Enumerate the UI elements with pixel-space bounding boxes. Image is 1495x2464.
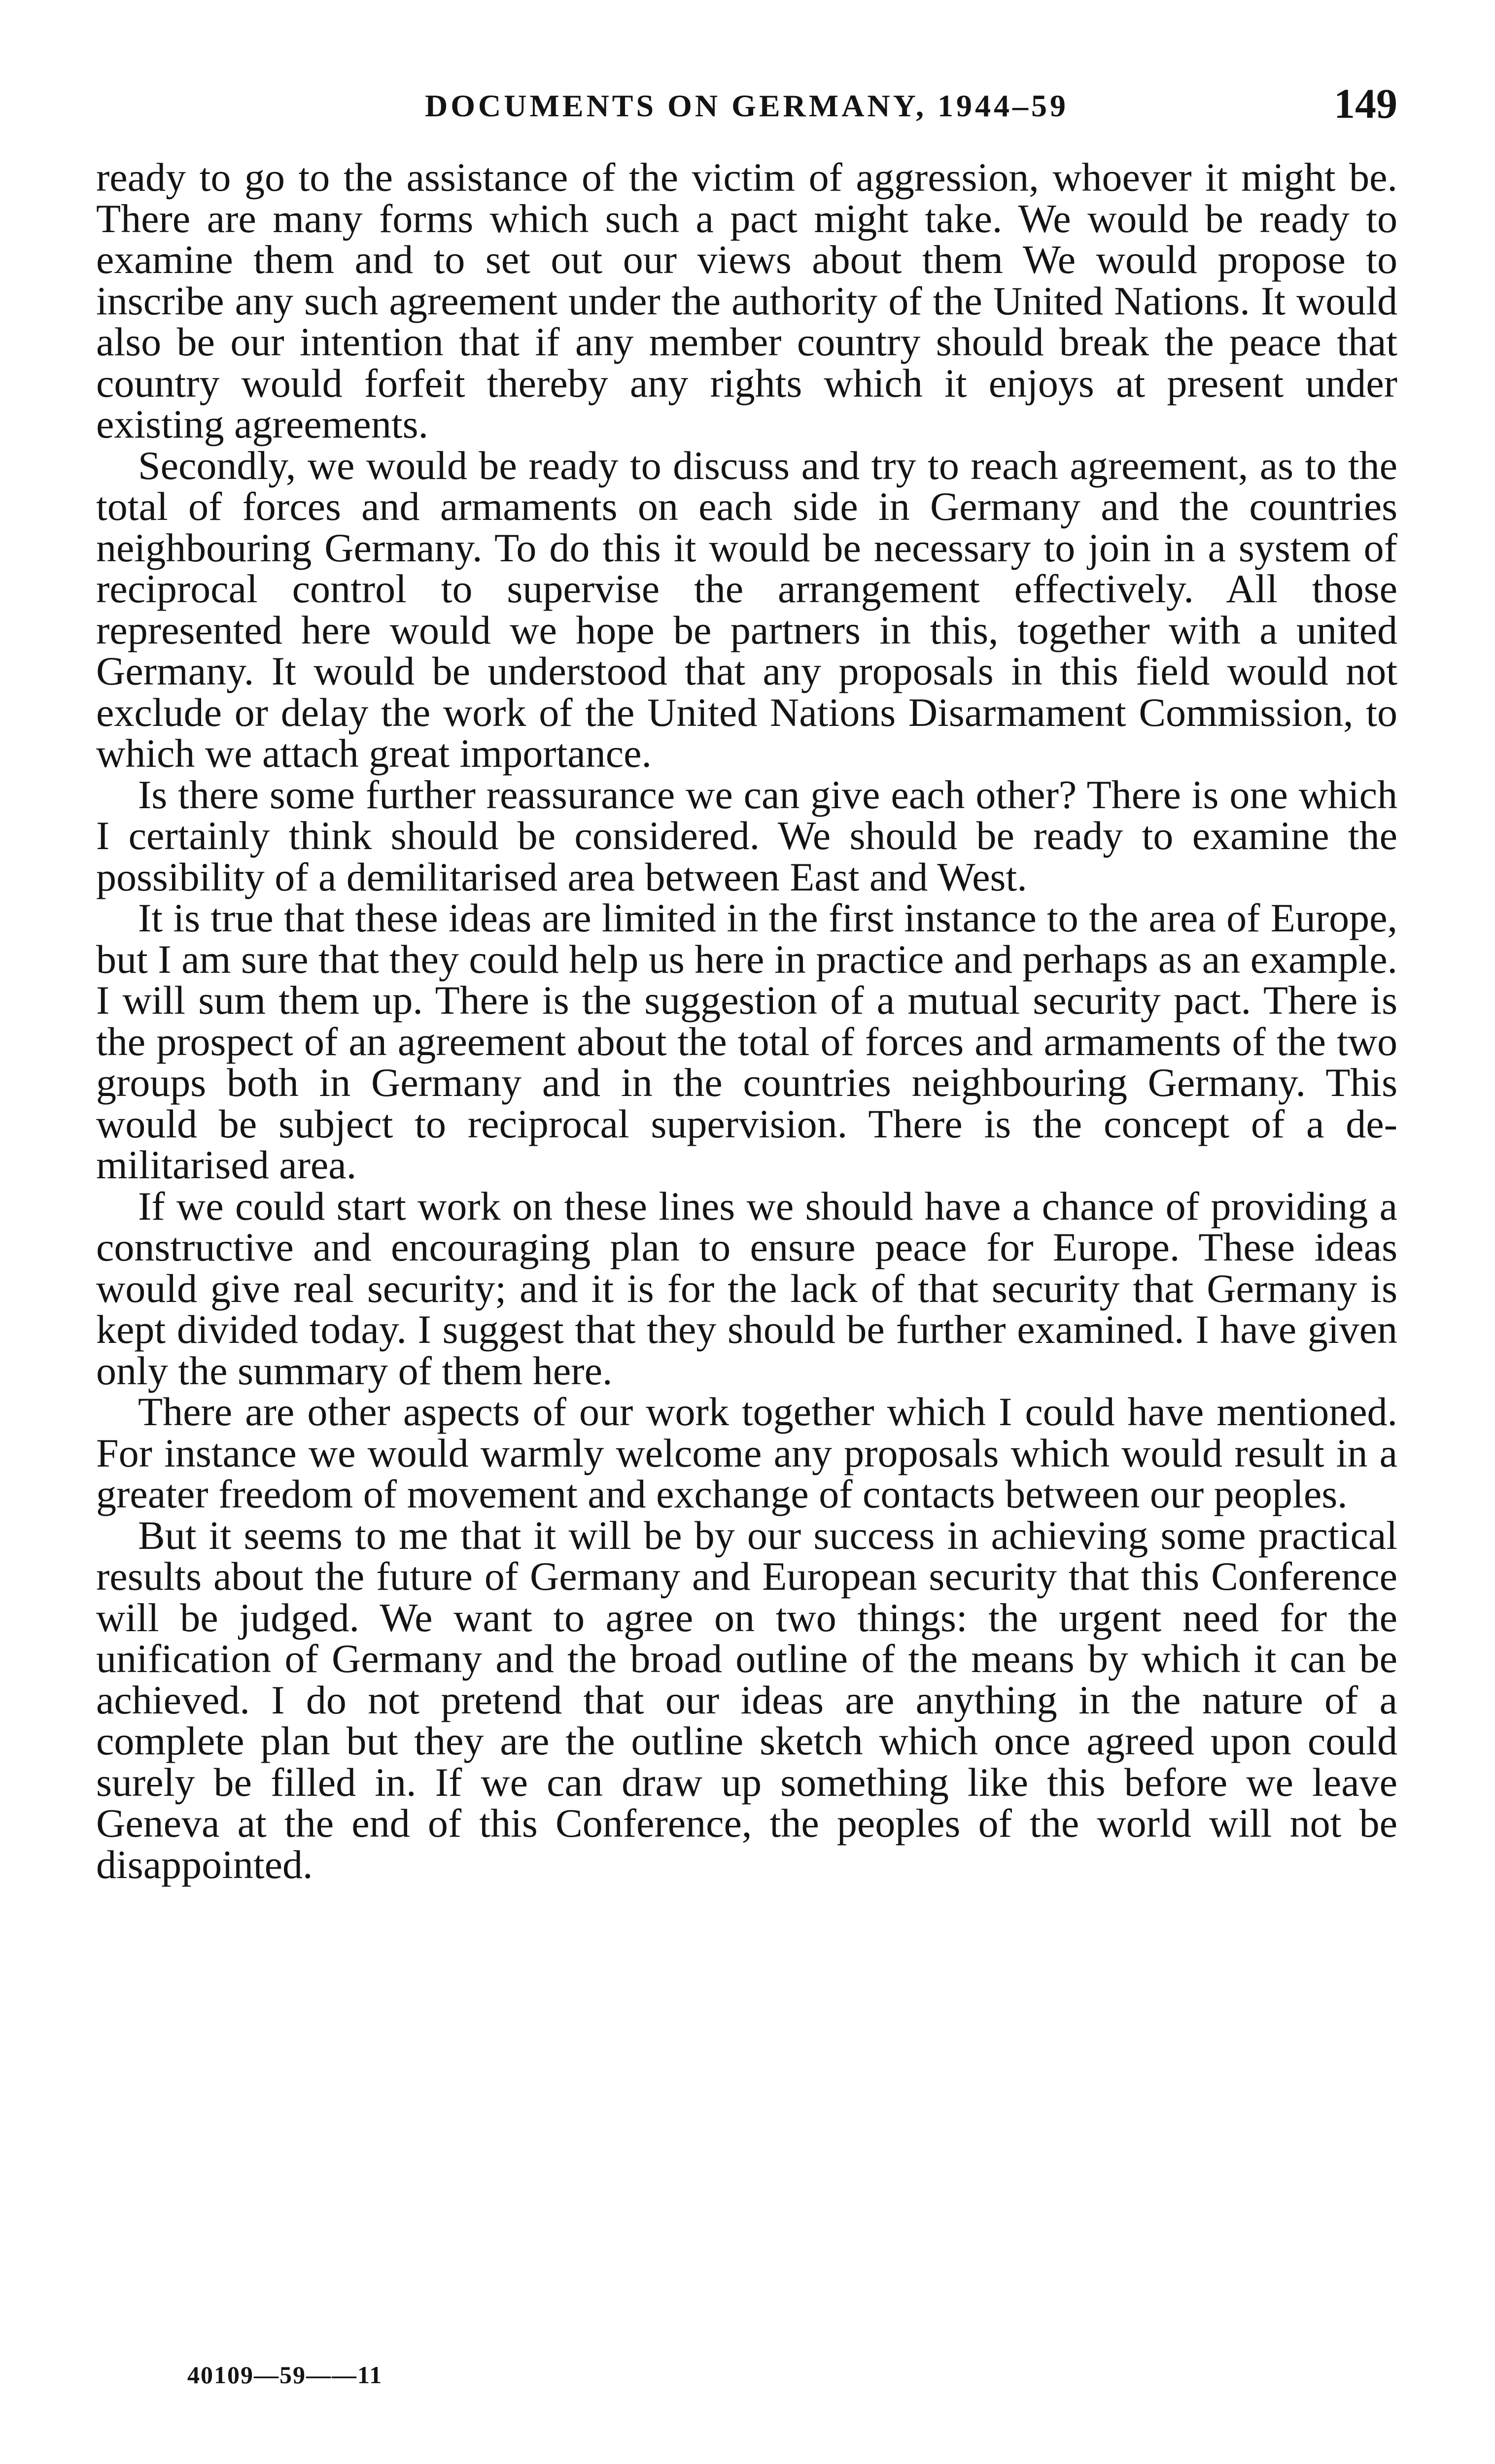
paragraph: There are other aspects of our work together which I could have mentioned. For instance we would warmly welcome any proposals which would result in a greater freedom of movement and exchange of contacts between our peoples.	[96, 1389, 1397, 1516]
running-title: DOCUMENTS ON GERMANY, 1944–59	[425, 88, 1069, 123]
print-code: 40109—59——11	[187, 2361, 383, 2389]
body-text	[96, 157, 1397, 1885]
paragraph: Secondly, we would be ready to discuss and try to reach agreement, as to the total of forces and armaments on each side in Germany and the countries neighbouring Germany. To do this it would be necessary to join in a system of reciprocal control to supervise the arrangement effectively. All those represented here would we hope be partners in this, together with a united Germany. It would be understood that any proposals in this field would not exclude or delay the work of the United Nations Disarmament Commission, to which we attach great importance.	[96, 443, 1397, 776]
paragraph: It is true that these ideas are limited in the first instance to the area of Europe, but I am sure that they could help us here in practice and perhaps as an example. I will sum them up. There is the suggestion of a mutual security pact. There is the prospect of an agreement about the total of forces and armaments of the two groups both in Germany and in the countries neighbouring Germany. This would be subject to reciprocal supervision. There is the concept of a demilitarised area.	[96, 895, 1397, 1187]
page-number: 149	[1334, 80, 1397, 127]
running-head	[96, 79, 1397, 138]
paragraph: But it seems to me that it will be by our success in achieving some practical results about the future of Germany and European security that this Conference will be judged. We want to agree on two things: the urgent need for the unification of Germany and the broad outline of the means by which it can be achieved. I do not pretend that our ideas are anything in the nature of a complete plan but they are the outline sketch which once agreed upon could surely be filled in. If we can draw up something like this before we leave Geneva at the end of this Conference, the peoples of the world will not be disappointed.	[96, 1512, 1397, 1887]
paragraph-continued: ready to go to the assistance of the victim of aggression, whoever it might be. There are many forms which such a pact might take. We would be ready to examine them and to set out our views about them We would propose to inscribe any such agreement under the authority of the United Nations. It would also be our intention that if any member country should break the peace that country would forfeit thereby any rights which it enjoys at present under existing agreements.	[96, 155, 1397, 446]
paragraph: Is there some further reassurance we can give each other? There is one which I certainly think should be considered. We should be ready to examine the possibility of a demilitarised area between East and West.	[96, 772, 1397, 899]
paragraph: If we could start work on these lines we should have a chance of providing a constructive and encouraging plan to ensure peace for Europe. These ideas would give real security; and it is for the lack of that security that Germany is kept divided today. I suggest that they should be further examined. I have given only the summary of them here.	[96, 1183, 1397, 1393]
